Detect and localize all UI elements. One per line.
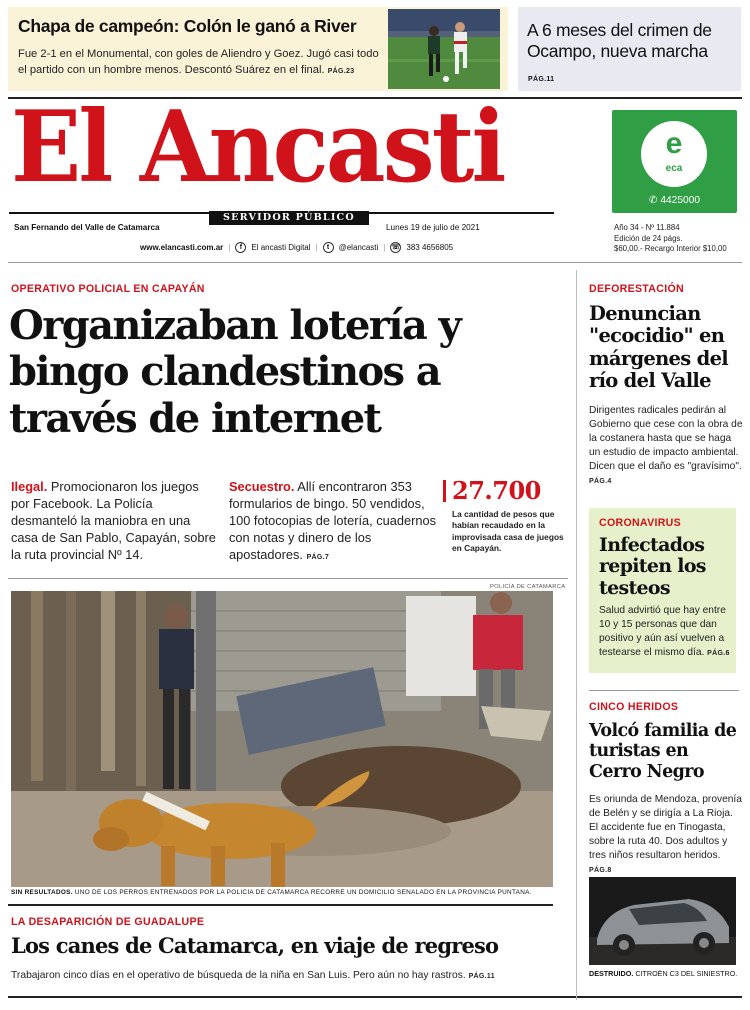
facebook-link[interactable]: El ancasti Digital bbox=[251, 243, 311, 252]
stat-accent-bar bbox=[443, 480, 446, 502]
deforestacion-kicker: DEFORESTACIÓN bbox=[589, 283, 684, 295]
heridos-kicker: CINCO HERIDOS bbox=[589, 701, 679, 713]
website-link[interactable]: www.elancasti.com.ar bbox=[140, 243, 224, 252]
main-headline[interactable]: Organizaban lotería y bingo clandestinos a través de internet bbox=[9, 302, 461, 442]
page-ref: PÁG.6 bbox=[707, 649, 730, 657]
coronavirus-kicker: CORONAVIRUS bbox=[599, 517, 681, 529]
divider bbox=[8, 904, 553, 906]
col1-text: Promocionaron los juegos por Facebook. La Policía desmanteló la maniobra en una casa de San Pablo, Capayán, sobre la ruta provincial Nº 14. bbox=[11, 479, 216, 562]
column-divider bbox=[576, 270, 577, 1000]
divider bbox=[589, 690, 739, 691]
whatsapp-icon: ☏ bbox=[391, 244, 401, 251]
twitter-link[interactable]: @elancasti bbox=[338, 243, 379, 252]
main-kicker: OPERATIVO POLICIAL EN CAPAYÁN bbox=[11, 283, 205, 295]
newspaper-logo[interactable] bbox=[9, 90, 557, 212]
divider bbox=[8, 262, 742, 263]
main-column-1 bbox=[11, 479, 216, 563]
secondary-body bbox=[11, 970, 495, 981]
heridos-body-text: Es oriunda de Mendoza, provenía de Belén y se dirigía a La Rioja. El accidente fue en Tinogasta, sobre la ruta 40. Dos adultos y tres niños resultaron heridos. bbox=[589, 794, 742, 862]
page-ref: PÁG.23 bbox=[327, 68, 355, 76]
divider bbox=[8, 578, 568, 579]
issue-info bbox=[614, 223, 744, 255]
coronavirus-headline: Infectados repiten los testeos bbox=[599, 534, 706, 599]
facebook-icon: f bbox=[235, 242, 246, 253]
heridos-photo-caption bbox=[589, 969, 737, 978]
coronavirus-box[interactable] bbox=[589, 508, 736, 673]
eca-advertisement[interactable] bbox=[612, 110, 737, 213]
main-column-2 bbox=[229, 479, 439, 563]
secondary-headline[interactable]: Los canes de Catamarca, en viaje de regreso bbox=[11, 933, 499, 958]
caption-text: UNO DE LOS PERROS ENTRENADOS POR LA POLICÍA DE CATAMARCA RECORRE UN DOMICILIO SEÑALADO EN LA PROVINCIA PUNTANA. bbox=[74, 889, 532, 896]
motto-badge: SERVIDOR PÚBLICO bbox=[209, 211, 369, 225]
col2-text: Allí encontraron 353 formularios de bingo. 50 vendidos, 100 fotocopias de lotería, cuadernos con notas y dinero de los apostadores. bbox=[229, 479, 437, 562]
top-teaser-ocampo[interactable] bbox=[518, 7, 741, 91]
teaser-body-text: Fue 2-1 en el Monumental, con goles de Aliendro y Goez. Jugó casi todo el partido con un hombre menos. Descontó Suárez en el final. bbox=[18, 48, 379, 77]
crashed-car-photo[interactable] bbox=[589, 877, 736, 965]
secondary-body-text: Trabajaron cinco días en el operativo de búsqueda de la niña en San Luis. Pero aún no hay rastros. bbox=[11, 970, 466, 981]
issue-number: Año 34 - Nº 11.884 bbox=[614, 223, 680, 232]
page-ref: PÁG.11 bbox=[468, 973, 495, 980]
page-ref: PÁG.7 bbox=[306, 553, 330, 561]
caption-text: CITROËN C3 DEL SINIESTRO. bbox=[635, 969, 738, 978]
heridos-body bbox=[589, 793, 744, 877]
stat-caption: La cantidad de pesos que habían recaudado en la improvisada casa de juegos en Capayán. bbox=[452, 509, 564, 554]
page-ref: PÁG.11 bbox=[528, 76, 555, 83]
issue-pages: Edición de 24 págs. bbox=[614, 233, 683, 243]
caption-lead: SIN RESULTADOS. bbox=[11, 889, 73, 896]
deforestacion-headline[interactable]: Denuncian "ecocidio" en márgenes del río del Valle bbox=[589, 302, 728, 393]
col2-lead: Secuestro. bbox=[229, 479, 295, 494]
police-dog-photo[interactable] bbox=[11, 591, 553, 887]
whatsapp-number[interactable]: 383 4656805 bbox=[406, 243, 454, 252]
photo-caption bbox=[11, 889, 556, 896]
page-ref: PÁG.8 bbox=[589, 867, 612, 875]
secondary-kicker: LA DESAPARICIÓN DE GUADALUPE bbox=[11, 916, 205, 928]
football-match-photo bbox=[388, 9, 500, 89]
eca-logo bbox=[641, 121, 707, 187]
deforestacion-body bbox=[589, 404, 744, 488]
page-ref: PÁG.4 bbox=[589, 478, 612, 486]
top-teaser-sports[interactable] bbox=[8, 7, 508, 91]
deforestacion-body-text: Dirigentes radicales pedirán al Gobierno que cese con la obra de la costanera hasta que se haga un estudio de impacto ambiental. Dicen que el daño es "gravísimo". bbox=[589, 405, 743, 473]
divider bbox=[8, 996, 742, 998]
eca-phone: ✆ 4425000 bbox=[648, 195, 701, 206]
eca-letter: e bbox=[665, 127, 683, 160]
logo-text: El Ancasti bbox=[11, 90, 504, 205]
location: San Fernando del Valle de Catamarca bbox=[14, 223, 160, 232]
teaser-body bbox=[18, 46, 390, 78]
teaser-headline: Chapa de campeón: Colón le ganó a River bbox=[18, 16, 357, 36]
stat-number: 27.700 bbox=[452, 476, 541, 505]
eca-label: eca bbox=[665, 163, 683, 174]
heridos-headline[interactable]: Volcó familia de turistas en Cerro Negro bbox=[589, 721, 737, 782]
col1-lead: Ilegal. bbox=[11, 479, 48, 494]
caption-lead: DESTRUIDO. bbox=[589, 969, 634, 978]
issue-price: $60,00.- Recargo Interior $10,00 bbox=[614, 244, 727, 254]
coronavirus-body-text: Salud advirtió que hay entre 10 y 15 personas que dan positivo y aún así vuelven a testearse el mismo día. bbox=[599, 605, 726, 658]
contact-row: www.elancasti.com.ar | f El ancasti Digital | t @elancasti | ☏ 383 4656805 bbox=[140, 243, 454, 252]
twitter-icon: t bbox=[323, 242, 334, 253]
teaser-headline: A 6 meses del crimen de Ocampo, nueva marcha bbox=[527, 20, 712, 61]
edition-date: Lunes 19 de julio de 2021 bbox=[386, 223, 480, 232]
photo-credit: POLICÍA DE CATAMARCA bbox=[490, 584, 566, 590]
coronavirus-body bbox=[599, 604, 732, 660]
